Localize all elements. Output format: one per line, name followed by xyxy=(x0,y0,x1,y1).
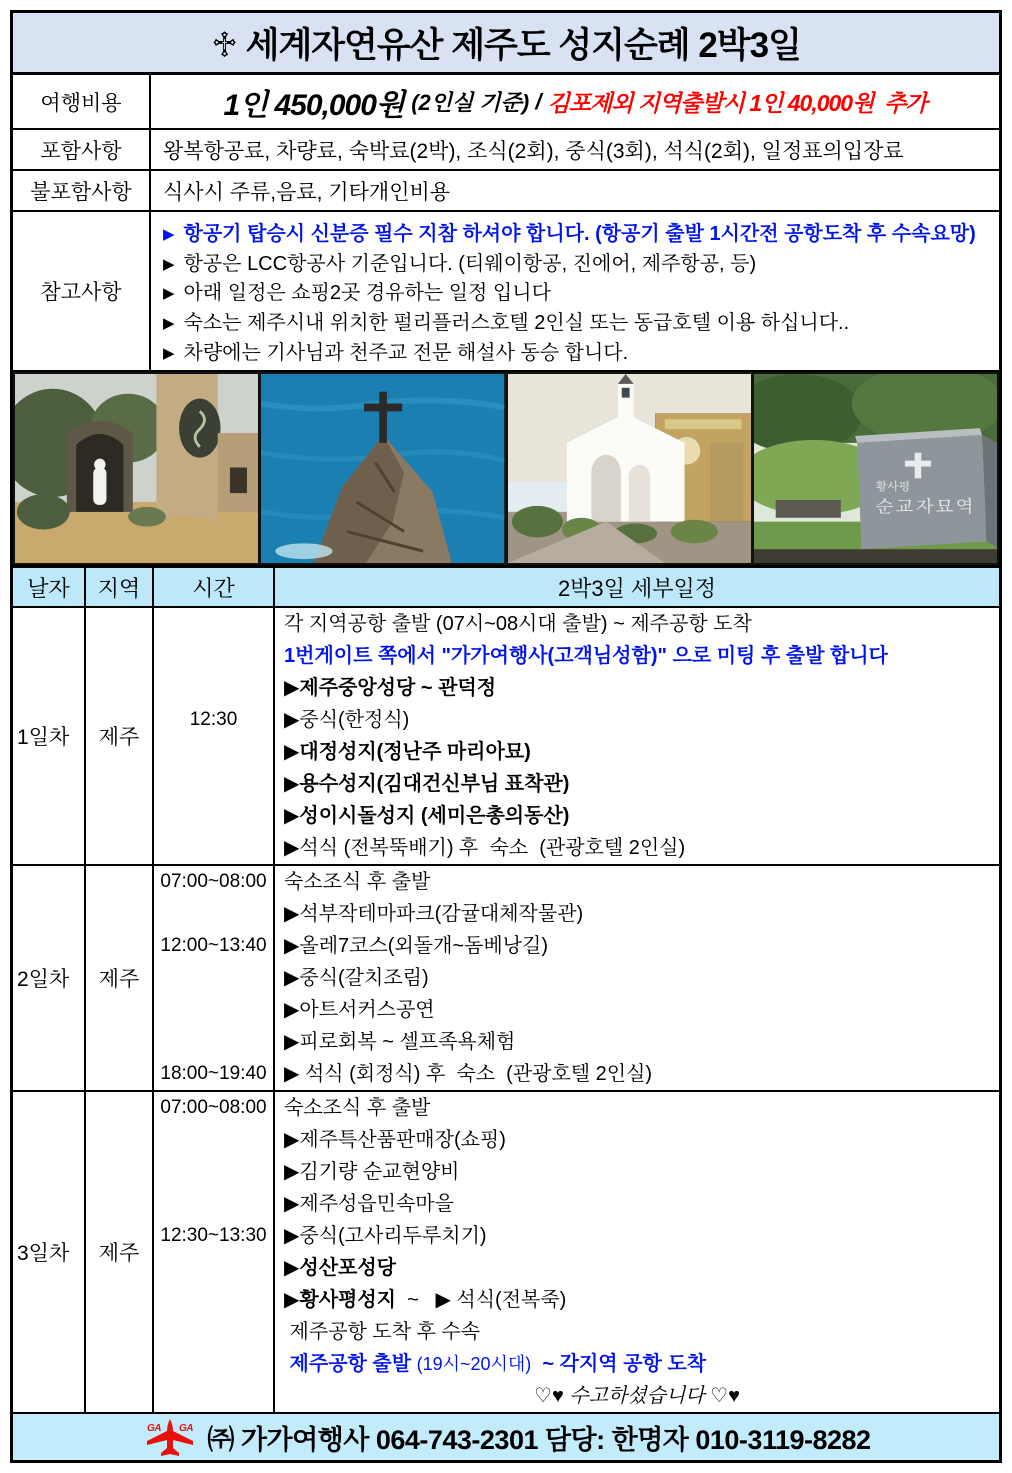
time-entry xyxy=(154,962,273,994)
logo-text-right: GA xyxy=(179,1423,194,1434)
header-time: 시간 xyxy=(154,568,275,606)
agency-logo xyxy=(141,1417,199,1457)
text-segment: ▶ 석식(전복죽) xyxy=(435,1289,567,1311)
time-entry xyxy=(154,1124,273,1156)
monument-small-text: 황사평 xyxy=(875,481,910,494)
text-segment: ▶황사평성지 xyxy=(284,1289,396,1311)
itinerary-line: ▶중식(한정식) xyxy=(284,709,410,731)
triangle-bullet-icon: ▶ xyxy=(163,285,175,303)
time-entry xyxy=(154,800,273,832)
time-entry xyxy=(154,994,273,1026)
note-text: 차량에는 기사님과 천주교 전문 해설사 동승 합니다. xyxy=(183,342,629,365)
itinerary-line xyxy=(275,1348,999,1380)
itinerary-line: ▶제주중앙성당 ~ 관덕정 xyxy=(284,677,497,699)
time-entry: 07:00~08:00 xyxy=(160,1097,267,1118)
day-cell: 1일차 xyxy=(13,608,86,864)
itinerary-line: ▶제주특산품판매장(쇼핑) xyxy=(284,1129,506,1151)
time-entry xyxy=(154,640,273,672)
itinerary-line: ▶중식(고사리두루치기) xyxy=(284,1225,487,1247)
region-cell: 제주 xyxy=(86,608,154,864)
included-label: 포함사항 xyxy=(13,130,151,169)
excluded-label: 불포함사항 xyxy=(13,171,151,210)
price-label: 여행비용 xyxy=(13,75,151,128)
text-segment: 1인 450,000원 xyxy=(223,88,412,122)
text-segment: (2인실 기준) xyxy=(411,90,530,115)
time-entry xyxy=(154,1316,273,1348)
title-bar xyxy=(13,13,999,75)
time-entry xyxy=(154,1156,273,1188)
schedule-body xyxy=(13,608,999,1414)
text-segment: ~ 각지역 공항 도착 xyxy=(531,1353,707,1375)
itinerary-line: 숙소조식 후 출발 xyxy=(284,871,431,893)
included-text: 왕복항공료, 차량료, 숙박료(2박), 조식(2회), 중식(3회), 석식(2회), 일정표의입장료 xyxy=(163,139,904,163)
itinerary-line: ▶용수성지(김대건신부님 표착관) xyxy=(284,773,570,795)
itinerary-line: ▶석식 (전복뚝배기) 후 숙소 (관광호텔 2인실) xyxy=(284,837,686,859)
time-entry: 18:00~19:40 xyxy=(160,1063,267,1084)
photo-grotto-marian-statue xyxy=(15,374,258,563)
photo-strip xyxy=(13,372,999,568)
note-item xyxy=(163,276,987,305)
agency-contact-text: ㈜ 가가여행사 064-743-2301 담당: 한명자 010-3119-8282 xyxy=(207,1424,871,1455)
triangle-bullet-icon: ▶ xyxy=(163,315,175,333)
logo-text-left: GA xyxy=(147,1423,162,1434)
itinerary-line: 1번게이트 쪽에서 "가가여행사(고객님성함)" 으로 미팅 후 출발 합니다 xyxy=(284,645,888,667)
itinerary-line: ▶성산포성당 xyxy=(284,1257,396,1279)
time-entry xyxy=(154,832,273,864)
itinerary-line: ▶아트서커스공연 xyxy=(284,999,435,1021)
airplane-icon xyxy=(141,1417,199,1457)
sea-cliff-illustration xyxy=(261,374,504,563)
notes-row xyxy=(13,212,999,372)
note-item xyxy=(163,217,987,246)
itinerary-line: 제주공항 도착 후 수속 xyxy=(284,1321,481,1343)
excluded-row xyxy=(13,171,999,212)
day-block xyxy=(13,608,999,866)
time-entry xyxy=(154,768,273,800)
itinerary-line: ▶중식(갈치조림) xyxy=(284,967,429,989)
itinerary-line: ♡♥ 수고하셨습니다 ♡♥ xyxy=(534,1385,740,1407)
time-entry: 12:30~13:30 xyxy=(160,1225,267,1246)
photo-sea-cliff-cross xyxy=(261,374,504,563)
excluded-text: 식사시 주류,음료, 기타개인비용 xyxy=(163,180,451,204)
detail-cell xyxy=(275,608,999,864)
text-segment: 김포제외 지역출발시 1인 40,000원 추가 xyxy=(547,90,927,116)
itinerary-document xyxy=(10,10,1002,1463)
day-block xyxy=(13,1092,999,1414)
itinerary-line: ▶성이시돌성지 (세미은총의동산) xyxy=(284,805,570,827)
time-entry xyxy=(154,672,273,704)
text-segment: 제주공항 출발 xyxy=(284,1353,417,1375)
itinerary-line: ▶석부작테마파크(감귤대체작물관) xyxy=(284,903,584,925)
header-day: 날자 xyxy=(13,568,86,606)
itinerary-line: ▶ 석식 (회정식) 후 숙소 (관광호텔 2인실) xyxy=(284,1063,653,1085)
time-entry xyxy=(154,898,273,930)
schedule-header xyxy=(13,568,999,608)
grotto-photo-illustration xyxy=(15,374,258,563)
photo-martyrs-cemetery xyxy=(754,374,997,563)
itinerary-line xyxy=(275,1284,999,1316)
note-item xyxy=(163,306,987,335)
time-cell xyxy=(154,1092,275,1412)
itinerary-line: ▶피로회복 ~ 셀프족욕체험 xyxy=(284,1031,516,1053)
cemetery-illustration xyxy=(754,374,997,563)
region-cell: 제주 xyxy=(86,1092,154,1412)
itinerary-line: ▶올레7코스(외돌개~돔베낭길) xyxy=(284,935,549,957)
itinerary-line: 각 지역공항 출발 (07시~08시대 출발) ~ 제주공항 도착 xyxy=(284,613,752,635)
detail-cell xyxy=(275,866,999,1090)
notes-label: 참고사항 xyxy=(13,212,151,370)
time-entry xyxy=(154,608,273,640)
time-entry xyxy=(154,1348,273,1380)
text-segment: ~ xyxy=(395,1289,436,1311)
header-detail: 2박3일 세부일정 xyxy=(557,575,717,601)
region-cell: 제주 xyxy=(86,866,154,1090)
itinerary-line: 숙소조식 후 출발 xyxy=(284,1097,431,1119)
time-entry xyxy=(154,1380,273,1412)
time-entry xyxy=(154,1188,273,1220)
itinerary-line: ▶김기량 순교현양비 xyxy=(284,1161,460,1183)
note-item xyxy=(163,247,987,276)
time-entry xyxy=(154,1252,273,1284)
footer-bar xyxy=(13,1414,999,1460)
note-item xyxy=(163,336,987,365)
day-cell: 2일차 xyxy=(13,866,86,1090)
time-entry: 12:00~13:40 xyxy=(160,935,267,956)
photo-white-church xyxy=(508,374,751,563)
note-text: 항공기 탑승시 신분증 필수 지참 하셔야 합니다. (항공기 출발 1시간전 공항도착 후 수속요망) xyxy=(183,222,976,245)
triangle-bullet-icon: ▶ xyxy=(163,255,175,273)
church-illustration xyxy=(508,374,751,563)
time-entry: 07:00~08:00 xyxy=(160,871,267,892)
time-cell xyxy=(154,608,275,864)
detail-cell xyxy=(275,1092,999,1412)
note-text: 항공은 LCC항공사 기준입니다. (티웨이항공, 진에어, 제주항공, 등) xyxy=(183,252,757,275)
text-segment: (19시~20시대) xyxy=(416,1354,532,1374)
day-block xyxy=(13,866,999,1092)
monument-text: 순교자묘역 xyxy=(875,496,976,516)
note-text: 숙소는 제주시내 위치한 펄리플러스호텔 2인실 또는 동급호텔 이용 하십니다.. xyxy=(183,312,850,335)
note-text: 아래 일정은 쇼핑2곳 경유하는 일정 입니다 xyxy=(183,282,551,305)
included-row xyxy=(13,130,999,171)
header-region: 지역 xyxy=(86,568,154,606)
itinerary-line: ▶제주성읍민속마을 xyxy=(284,1193,454,1215)
time-entry xyxy=(154,736,273,768)
page-title: ♱ 세계자연유산 제주도 성지순례 2박3일 xyxy=(211,25,801,65)
time-entry xyxy=(154,1284,273,1316)
price-line xyxy=(151,75,999,128)
price-row xyxy=(13,75,999,130)
day-cell: 3일차 xyxy=(13,1092,86,1412)
text-segment: / xyxy=(529,88,548,114)
triangle-bullet-icon: ▶ xyxy=(163,345,175,363)
time-entry: 12:30 xyxy=(189,709,238,730)
notes-list xyxy=(151,212,999,370)
triangle-bullet-icon: ▶ xyxy=(163,225,175,243)
itinerary-line: ▶대정성지(정난주 마리아묘) xyxy=(284,741,531,763)
time-entry xyxy=(154,1026,273,1058)
time-cell xyxy=(154,866,275,1090)
